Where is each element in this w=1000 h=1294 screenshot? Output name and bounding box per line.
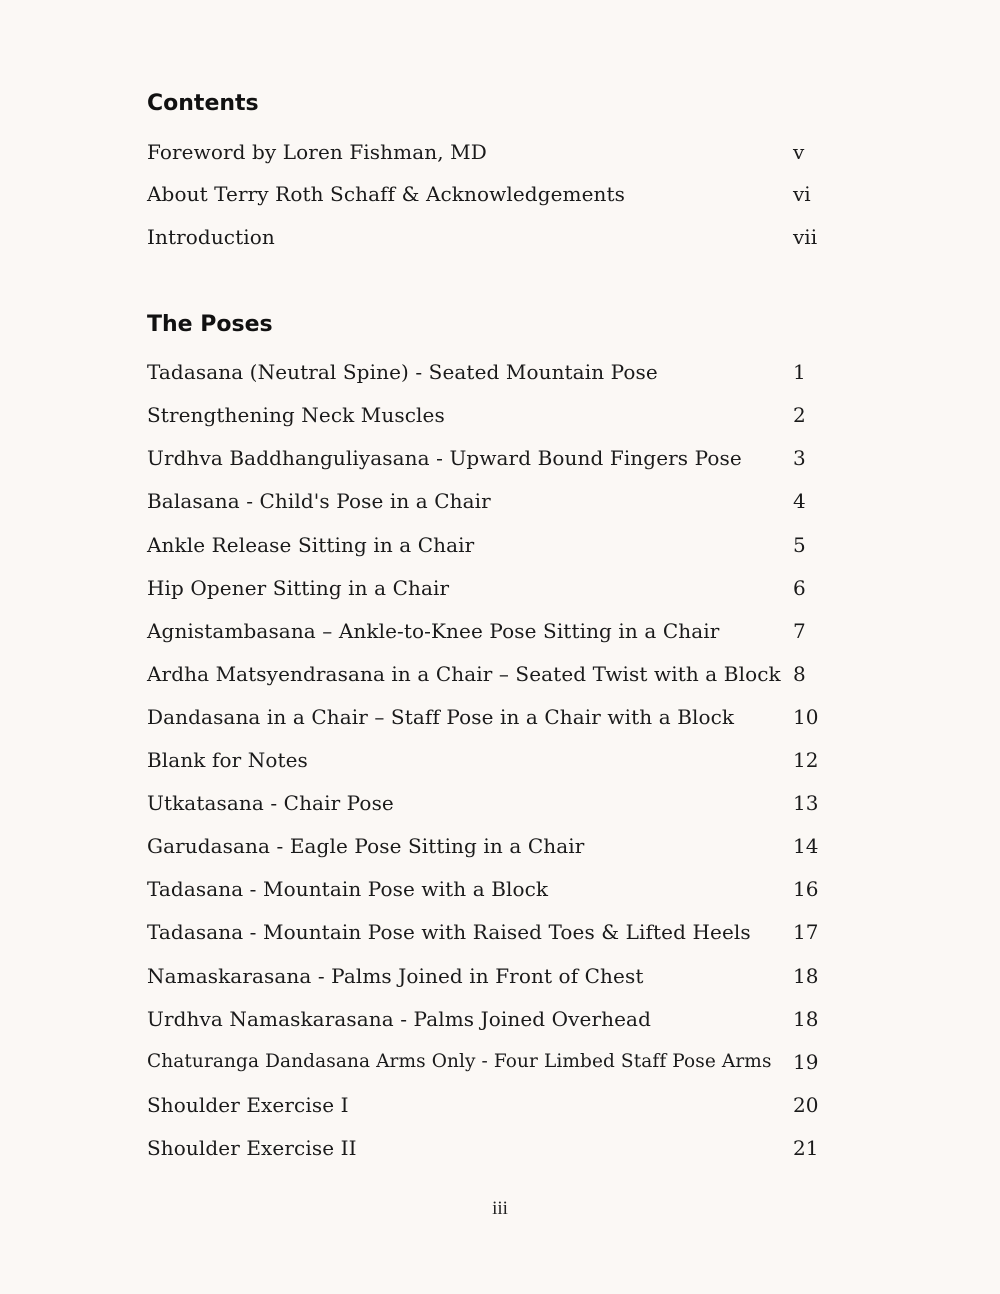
toc-entry xyxy=(147,530,847,560)
toc-entry xyxy=(147,137,847,167)
toc-entry-page: vi xyxy=(793,182,811,206)
toc-entry-title: Tadasana (Neutral Spine) - Seated Mountain Pose xyxy=(147,360,658,384)
toc-entry-page: 20 xyxy=(793,1093,819,1117)
toc-entry-page: 3 xyxy=(793,446,806,470)
toc-entry-title: Garudasana - Eagle Pose Sitting in a Chair xyxy=(147,834,585,858)
toc-entry xyxy=(147,702,847,732)
toc-entry-title: Ankle Release Sitting in a Chair xyxy=(147,533,475,557)
toc-entry-page: v xyxy=(793,140,805,164)
toc-entry-title: Namaskarasana - Palms Joined in Front of Chest xyxy=(147,964,644,988)
toc-entry-title: Shoulder Exercise I xyxy=(147,1093,349,1117)
toc-entry-title: Introduction xyxy=(147,225,275,249)
toc-entry-page: 5 xyxy=(793,533,806,557)
toc-entry-page: 4 xyxy=(793,489,806,513)
toc-entry-title: Blank for Notes xyxy=(147,748,308,772)
toc-entry-title: Dandasana in a Chair – Staff Pose in a Chair with a Block xyxy=(147,705,735,729)
toc-entry xyxy=(147,573,847,603)
toc-entry-page: 1 xyxy=(793,360,806,384)
toc-entry-title: Strengthening Neck Muscles xyxy=(147,403,445,427)
toc-entry xyxy=(147,616,847,646)
toc-entry-page: 10 xyxy=(793,705,819,729)
toc-entry xyxy=(147,222,847,252)
toc-entry-page: 12 xyxy=(793,748,819,772)
toc-entry-page: 6 xyxy=(793,576,806,600)
toc-entry-title: Balasana - Child's Pose in a Chair xyxy=(147,489,491,513)
toc-entry-title: Utkatasana - Chair Pose xyxy=(147,791,394,815)
toc-entry xyxy=(147,1090,847,1120)
toc-entry-page: 18 xyxy=(793,964,819,988)
page-number: iii xyxy=(492,1198,508,1219)
toc-entry-page: 13 xyxy=(793,791,819,815)
toc-entry-page: 19 xyxy=(793,1050,819,1074)
toc-entry-page: 14 xyxy=(793,834,819,858)
toc-entry xyxy=(147,1004,847,1034)
toc-entry xyxy=(147,745,847,775)
toc-entry-title: Urdhva Baddhanguliyasana - Upward Bound Fingers Pose xyxy=(147,446,742,470)
toc-entry xyxy=(147,961,847,991)
toc-entry-page: 8 xyxy=(793,662,806,686)
toc-entry-title: Shoulder Exercise II xyxy=(147,1136,357,1160)
toc-entry-title: Chaturanga Dandasana Arms Only - Four Limbed Staff Pose Arms xyxy=(147,1051,772,1072)
toc-entry xyxy=(147,788,847,818)
toc-entry-title: Urdhva Namaskarasana - Palms Joined Overhead xyxy=(147,1007,651,1031)
toc-entry xyxy=(147,1133,847,1163)
toc-entry xyxy=(147,443,847,473)
toc-entry xyxy=(147,400,847,430)
toc-entry-title: Foreword by Loren Fishman, MD xyxy=(147,140,487,164)
contents-heading: Contents xyxy=(147,91,259,116)
toc-entry xyxy=(147,874,847,904)
toc-entry-title: About Terry Roth Schaff & Acknowledgements xyxy=(147,182,626,206)
toc-entry-page: 18 xyxy=(793,1007,819,1031)
toc-entry xyxy=(147,831,847,861)
toc-entry xyxy=(147,917,847,947)
toc-entry-page: 7 xyxy=(793,619,806,643)
toc-entry-title: Agnistambasana – Ankle-to-Knee Pose Sitting in a Chair xyxy=(147,619,720,643)
toc-entry xyxy=(147,357,847,387)
toc-entry-title: Hip Opener Sitting in a Chair xyxy=(147,576,450,600)
poses-heading: The Poses xyxy=(147,312,273,337)
toc-entry xyxy=(147,659,847,689)
toc-entry-title: Tadasana - Mountain Pose with Raised Toes & Lifted Heels xyxy=(147,920,751,944)
toc-entry-title: Tadasana - Mountain Pose with a Block xyxy=(147,877,549,901)
toc-entry xyxy=(147,179,847,209)
toc-entry-page: 16 xyxy=(793,877,819,901)
toc-entry xyxy=(147,486,847,516)
toc-entry-page: vii xyxy=(793,225,818,249)
toc-entry-page: 2 xyxy=(793,403,806,427)
toc-entry-page: 17 xyxy=(793,920,819,944)
toc-entry-page: 21 xyxy=(793,1136,819,1160)
toc-entry xyxy=(147,1047,847,1077)
toc-entry-title: Ardha Matsyendrasana in a Chair – Seated Twist with a Block xyxy=(147,662,781,686)
